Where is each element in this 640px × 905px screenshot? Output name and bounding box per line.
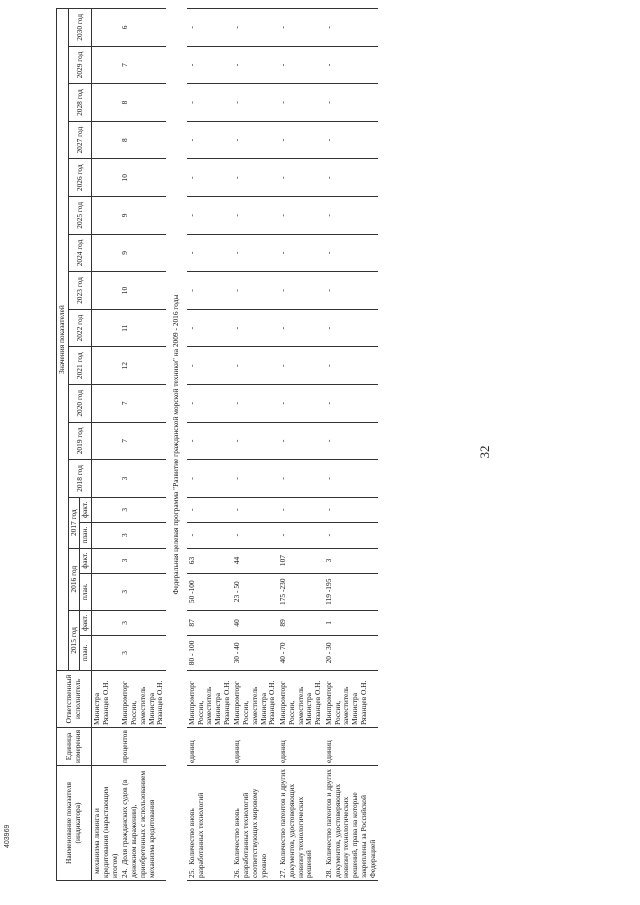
value-cell: 87	[187, 610, 233, 635]
value-cell: -	[324, 121, 378, 159]
value-cell: -	[232, 84, 278, 122]
row-number: 27.	[278, 868, 288, 878]
value-cell: -	[187, 121, 233, 159]
header-year-2028: 2028 год	[68, 84, 91, 122]
section-header-row	[166, 9, 187, 881]
value-cell: -	[278, 347, 324, 385]
value-cell: -	[278, 272, 324, 310]
value-cell: -	[324, 197, 378, 235]
value-cell: 3	[120, 635, 166, 670]
indicator-name: Количество вновь разработанных технологий соответствующих мировому уровню	[232, 788, 268, 878]
value-cell	[92, 347, 121, 385]
value-cell: -	[278, 121, 324, 159]
header-year-2027: 2027 год	[68, 121, 91, 159]
value-cell	[92, 121, 121, 159]
value-cell: 3	[120, 460, 166, 498]
value-cell: 10	[120, 159, 166, 197]
header-year-2018: 2018 год	[68, 460, 91, 498]
value-cell	[92, 522, 121, 548]
header-year-2023: 2023 год	[68, 272, 91, 310]
value-cell: 7	[120, 46, 166, 84]
value-cell	[92, 460, 121, 498]
header-responsible: Ответственный исполнитель	[57, 670, 92, 727]
value-cell: 3	[324, 548, 378, 573]
value-cell: -	[232, 272, 278, 310]
value-cell: -	[324, 159, 378, 197]
value-cell: -	[232, 460, 278, 498]
indicator-name-cell	[187, 766, 233, 881]
value-cell: -	[324, 347, 378, 385]
value-cell	[92, 9, 121, 47]
value-cell: -	[278, 84, 324, 122]
indicator-name-cell	[278, 766, 324, 881]
value-cell: -	[187, 522, 233, 548]
value-cell: 8	[120, 84, 166, 122]
value-cell	[92, 309, 121, 347]
indicator-name: Доля гражданских судов (в денежном выражении), приобретенных с использованием механизма кредитования	[120, 770, 156, 878]
page-number: 32	[477, 445, 492, 459]
value-cell: 119 -195	[324, 573, 378, 610]
row-number: 25.	[186, 868, 196, 878]
header-2015-plan: план.	[80, 635, 92, 670]
value-cell: -	[187, 347, 233, 385]
unit-cell: единиц	[324, 727, 378, 765]
value-cell: -	[278, 159, 324, 197]
value-cell: -	[232, 522, 278, 548]
value-cell: 1	[324, 610, 378, 635]
table-header	[57, 9, 92, 881]
header-indicator-name: Наименование показателя (индикатора)	[57, 766, 92, 881]
value-cell: -	[324, 522, 378, 548]
value-cell: 89	[278, 610, 324, 635]
header-2016-fact: факт.	[80, 548, 92, 573]
value-cell: 9	[120, 234, 166, 272]
table-row	[232, 9, 278, 881]
value-cell: -	[187, 385, 233, 423]
value-cell: -	[232, 159, 278, 197]
value-cell: -	[324, 460, 378, 498]
indicator-name-cell	[232, 766, 278, 881]
value-cell: 107	[278, 548, 324, 573]
header-year-2021: 2021 год	[68, 347, 91, 385]
value-cell: -	[187, 309, 233, 347]
indicator-name: Количество патентов и других документов, удостоверяющих новизну технологических решений, права на которые закреплены за Российской Федерацией	[323, 769, 377, 878]
header-year-2025: 2025 год	[68, 197, 91, 235]
header-year-2022: 2022 год	[68, 309, 91, 347]
rotated-table-container	[56, 8, 640, 881]
value-cell: 40	[232, 610, 278, 635]
responsible-cell: Минпромторг России, заместитель Министра Рязанцев О.Н.	[187, 670, 233, 727]
header-unit: Единица измерения	[57, 727, 92, 765]
value-cell	[92, 497, 121, 522]
value-cell	[92, 272, 121, 310]
value-cell: -	[187, 460, 233, 498]
value-cell	[92, 159, 121, 197]
value-cell: -	[278, 385, 324, 423]
value-cell: -	[324, 46, 378, 84]
value-cell: 3	[120, 522, 166, 548]
value-cell	[92, 610, 121, 635]
header-year-2020: 2020 год	[68, 385, 91, 423]
header-year-2017: 2017 год	[68, 497, 80, 548]
header-year-2029: 2029 год	[68, 46, 91, 84]
table-body	[92, 9, 379, 881]
value-cell: -	[232, 121, 278, 159]
header-2017-plan: план.	[80, 522, 92, 548]
value-cell: 7	[120, 385, 166, 423]
value-cell	[92, 635, 121, 670]
value-cell: 80 - 100	[187, 635, 233, 670]
value-cell: -	[324, 272, 378, 310]
value-cell: 44	[232, 548, 278, 573]
header-year-2015: 2015 год	[68, 610, 80, 670]
value-cell: -	[187, 234, 233, 272]
value-cell: 9	[120, 197, 166, 235]
responsible-cell: Минпромторг России, заместитель Министра Рязанцев О.Н.	[278, 670, 324, 727]
row-number: 24.	[120, 868, 130, 878]
value-cell: -	[187, 46, 233, 84]
value-cell: -	[278, 197, 324, 235]
document-id: 403969	[4, 824, 11, 848]
table-row	[120, 9, 166, 881]
value-cell: -	[232, 309, 278, 347]
unit-cell	[92, 727, 121, 765]
value-cell	[92, 385, 121, 423]
value-cell: 20 - 30	[324, 635, 378, 670]
value-cell: -	[187, 497, 233, 522]
value-cell: 3	[120, 548, 166, 573]
value-cell	[92, 422, 121, 460]
value-cell: 23 - 50	[232, 573, 278, 610]
indicator-name: Количество патентов и других документов, удостоверяющих новизну технологических решений	[278, 769, 314, 878]
value-cell: -	[232, 197, 278, 235]
value-cell: -	[278, 309, 324, 347]
value-cell: 3	[120, 610, 166, 635]
value-cell	[92, 46, 121, 84]
header-2017-fact: факт.	[80, 497, 92, 522]
value-cell	[92, 84, 121, 122]
row-number: 26.	[232, 868, 242, 878]
section-title: Федеральная целевая программа "Развитие гражданской морской техники" на 2009 - 2016 годы	[171, 294, 181, 595]
value-cell: -	[278, 9, 324, 47]
value-cell: -	[324, 234, 378, 272]
header-2016-plan: план.	[80, 573, 92, 610]
responsible-cell: Минпромторг России, заместитель Министра Рязанцев О.Н.	[232, 670, 278, 727]
table-row	[92, 9, 121, 881]
value-cell: -	[232, 385, 278, 423]
value-cell	[92, 548, 121, 573]
table-row	[324, 9, 378, 881]
indicator-name-cell	[324, 766, 378, 881]
value-cell: -	[324, 385, 378, 423]
value-cell: 7	[120, 422, 166, 460]
value-cell: 6	[120, 9, 166, 47]
value-cell: -	[232, 46, 278, 84]
value-cell: -	[278, 497, 324, 522]
value-cell: -	[278, 422, 324, 460]
value-cell: -	[278, 460, 324, 498]
value-cell: -	[324, 422, 378, 460]
value-cell: -	[278, 234, 324, 272]
header-year-2016: 2016 год	[68, 548, 80, 610]
value-cell: -	[187, 9, 233, 47]
value-cell: -	[187, 272, 233, 310]
indicator-name: механизма лизинга и кредитования (нарастающим итогом)	[92, 786, 119, 878]
value-cell: -	[232, 234, 278, 272]
header-year-2019: 2019 год	[68, 422, 91, 460]
value-cell: 3	[120, 573, 166, 610]
value-cell: 50 -100	[187, 573, 233, 610]
value-cell: -	[324, 309, 378, 347]
value-cell: 10	[120, 272, 166, 310]
value-cell: -	[232, 422, 278, 460]
value-cell: -	[232, 347, 278, 385]
table-row	[187, 9, 233, 881]
indicator-name-cell	[92, 766, 121, 881]
responsible-cell: Министра Рязанцев О.Н.	[92, 670, 121, 727]
value-cell: 175 -230	[278, 573, 324, 610]
value-cell: 40 - 70	[278, 635, 324, 670]
value-cell: -	[278, 522, 324, 548]
value-cell: -	[232, 9, 278, 47]
responsible-cell: Минпромторг России, заместитель Министра Рязанцев О.Н.	[120, 670, 166, 727]
responsible-cell: Минпромторг России, заместитель Министра Рязанцев О.Н.	[324, 670, 378, 727]
value-cell: -	[187, 197, 233, 235]
value-cell: 3	[120, 497, 166, 522]
row-number: 28.	[323, 868, 333, 878]
indicator-name: Количество вновь разработанных технологий	[186, 792, 205, 878]
header-year-2030: 2030 год	[68, 9, 91, 47]
value-cell: 8	[120, 121, 166, 159]
header-values-group: Значения показателей	[57, 9, 69, 671]
value-cell: -	[324, 84, 378, 122]
value-cell: -	[232, 497, 278, 522]
value-cell: -	[324, 9, 378, 47]
value-cell: -	[324, 497, 378, 522]
value-cell: 11	[120, 309, 166, 347]
value-cell: -	[278, 46, 324, 84]
header-2015-fact: факт.	[80, 610, 92, 635]
unit-cell: единиц	[232, 727, 278, 765]
unit-cell: единиц	[187, 727, 233, 765]
value-cell: -	[187, 84, 233, 122]
unit-cell: единиц	[278, 727, 324, 765]
value-cell	[92, 573, 121, 610]
header-year-2024: 2024 год	[68, 234, 91, 272]
table-row	[278, 9, 324, 881]
value-cell: 30 - 40	[232, 635, 278, 670]
value-cell: -	[187, 159, 233, 197]
value-cell: 63	[187, 548, 233, 573]
value-cell: 12	[120, 347, 166, 385]
indicators-table	[56, 8, 378, 881]
indicator-name-cell	[120, 766, 166, 881]
unit-cell: процентов	[120, 727, 166, 765]
value-cell: -	[187, 422, 233, 460]
header-year-2026: 2026 год	[68, 159, 91, 197]
value-cell	[92, 197, 121, 235]
value-cell	[92, 234, 121, 272]
